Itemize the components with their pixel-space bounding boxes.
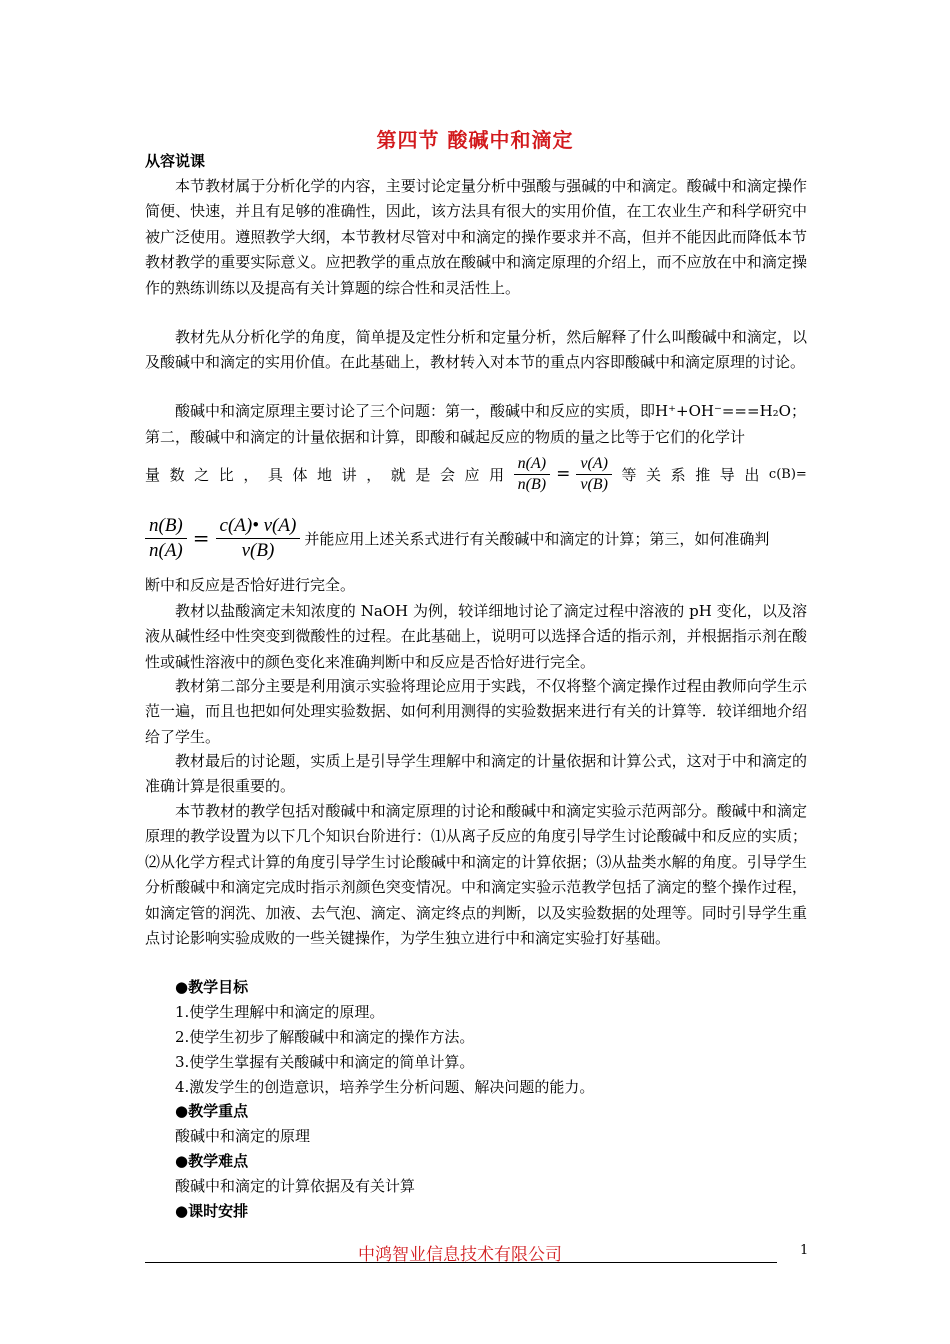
- cB-label: c(B)=: [768, 466, 807, 482]
- formula-line-char: 具: [267, 465, 283, 484]
- heading-schedule: ●课时安排: [175, 1202, 249, 1220]
- fraction-numerator: c(A)• v(A): [216, 514, 301, 539]
- fraction-denominator: n(A): [149, 539, 183, 561]
- equals-sign: =: [192, 526, 210, 550]
- goal-item: 2.使学生初步了解酸碱中和滴定的操作方法。: [175, 1028, 475, 1046]
- fraction-nB-nA: [145, 514, 187, 563]
- paragraph-2: 教材先从分析化学的角度，简单提及定性分析和定量分析，然后解释了什么叫酸碱中和滴定，以及酸碱中和滴定的实用价值。在此基础上，教材转入对本节的重点内容即酸碱中和滴定原理的讨论。: [145, 328, 807, 372]
- formula-line-char: 是: [415, 465, 431, 484]
- formula-line-char: 体: [292, 465, 308, 484]
- paragraph-1: 本节教材属于分析化学的内容，主要讨论定量分析中强酸与强碱的中和滴定。酸碱中和滴定操作简便、快速，并且有足够的准确性，因此，该方法具有很大的实用价值，在工农业生产和科学研究中被广泛使用。遵照教学大纲，本节教材尽管对中和滴定的操作要求并不高，但并不能因此而降低本节教材教学的重要实际意义。应把教学的重点放在酸碱中和滴定原理的介绍上，而不应放在中和滴定操作的熟练训练以及提高有关计算题的综合性和灵活性上。: [145, 177, 807, 297]
- page-title: 第四节 酸碱中和滴定: [376, 128, 574, 152]
- goal-item: 3.使学生掌握有关酸碱中和滴定的简单计算。: [175, 1053, 475, 1071]
- formula-line-char: 应: [464, 465, 480, 484]
- page-number: 1: [800, 1243, 809, 1258]
- formula-line-char: 之: [194, 465, 210, 484]
- formula-line-char: 推: [695, 465, 711, 484]
- formula-line-char: 出: [744, 465, 760, 484]
- formula-line-char: 就: [390, 465, 406, 484]
- paragraph-5: 教材第二部分主要是利用演示实验将理论应用于实践，不仅将整个滴定操作过程由教师向学生示范一遍，而且也把如何处理实验数据、如何利用测得的实验数据来进行有关的计算等．较详细地介绍给了学生。: [145, 677, 807, 746]
- paragraph-3-formula-line: [145, 450, 807, 498]
- heading-difficult-points: ●教学难点: [175, 1152, 249, 1170]
- formula-line-char: 系: [670, 465, 686, 484]
- paragraph-6: 教材最后的讨论题，实质上是引导学生理解中和滴定的计量依据和计算公式，这对于中和滴定的准确计算是很重要的。: [145, 752, 807, 796]
- goal-item: 1.使学生理解中和滴定的原理。: [175, 1003, 385, 1021]
- fraction-denominator: v(B): [241, 539, 275, 561]
- formula-line-char: 导: [719, 465, 735, 484]
- formula-line-char: 关: [646, 465, 662, 484]
- fraction-numerator: n(A): [514, 454, 550, 475]
- paragraph-3-text: 并能应用上述关系式进行有关酸碱中和滴定的计算；第三，如何准确判: [304, 529, 770, 548]
- fraction-vA-vB: [576, 454, 612, 495]
- fraction-denominator: v(B): [580, 475, 608, 493]
- paragraph-7: 本节教材的教学包括对酸碱中和滴定原理的讨论和酸碱中和滴定实验示范两部分。酸碱中和滴定原理的教学设置为以下几个知识台阶进行：⑴从离子反应的角度引导学生讨论酸碱中和反应的实质；⑵从化学方程式计算的角度引导学生讨论酸碱中和滴定的计算依据；⑶从盐类水解的角度。引导学生分析酸碱中和滴定完成时指示剂颜色突变情况。中和滴定实验示范教学包括了滴定的整个操作过程，如滴定管的润洗、加液、去气泡、滴定、滴定终点的判断，以及实验数据的处理等。同时引导学生重点讨论影响实验成败的一些关键操作，为学生独立进行中和滴定实验打好基础。: [145, 802, 807, 948]
- heading-key-points: ●教学重点: [175, 1102, 249, 1120]
- fraction-cAvA-vB: [216, 514, 301, 563]
- formula-line-char: ，: [366, 465, 382, 484]
- paragraph-3-line-2: 第二，酸碱中和滴定的计量依据和计算，即酸和碱起反应的物质的量之比等于它们的化学计: [145, 428, 746, 446]
- paragraph-3-formula-line-2: [145, 510, 807, 566]
- formula-line-char: 量: [145, 465, 161, 484]
- formula-line-char: 讲: [341, 465, 357, 484]
- formula-line-char: ，: [243, 465, 259, 484]
- formula-line-char: 地: [317, 465, 333, 484]
- ratio-equation: [514, 454, 612, 495]
- paragraph-3-line-end: 断中和反应是否恰好进行完全。: [145, 576, 356, 594]
- formula-line-char: 用: [489, 465, 505, 484]
- goal-item: 4.激发学生的创造意识，培养学生分析问题、解决问题的能力。: [175, 1078, 595, 1096]
- fraction-nA-nB: [514, 454, 550, 495]
- fraction-numerator: n(B): [145, 514, 187, 539]
- fraction-denominator: n(B): [517, 475, 547, 493]
- fraction-numerator: v(A): [576, 454, 612, 475]
- formula-line-char: 比: [218, 465, 234, 484]
- formula-line-char: 等: [621, 465, 637, 484]
- paragraph-3-line-1: 酸碱中和滴定原理主要讨论了三个问题：第一，酸碱中和反应的实质，即H⁺+OH⁻===H₂O；: [175, 402, 806, 420]
- formula-line-char: 数: [169, 465, 185, 484]
- footer-divider: [145, 1262, 777, 1263]
- paragraph-4: 教材以盐酸滴定未知浓度的 NaOH 为例，较详细地讨论了滴定过程中溶液的 pH 变化，以及溶液从碱性经中性突变到微酸性的过程。在此基础上，说明可以选择合适的指示剂，并根据指示剂在酸性或碱性溶液中的颜色变化来准确判断中和反应是否恰好进行完全。: [145, 602, 807, 671]
- section-heading-course-talk: 从容说课: [145, 152, 206, 170]
- difficult-point-text: 酸碱中和滴定的计算依据及有关计算: [175, 1177, 416, 1195]
- equals-sign: =: [556, 464, 571, 484]
- formula-line-char: 会: [439, 465, 455, 484]
- key-point-text: 酸碱中和滴定的原理: [175, 1127, 311, 1145]
- footer-company-name: 中鸿智业信息技术有限公司: [358, 1245, 562, 1265]
- heading-teaching-goals: ●教学目标: [175, 978, 249, 996]
